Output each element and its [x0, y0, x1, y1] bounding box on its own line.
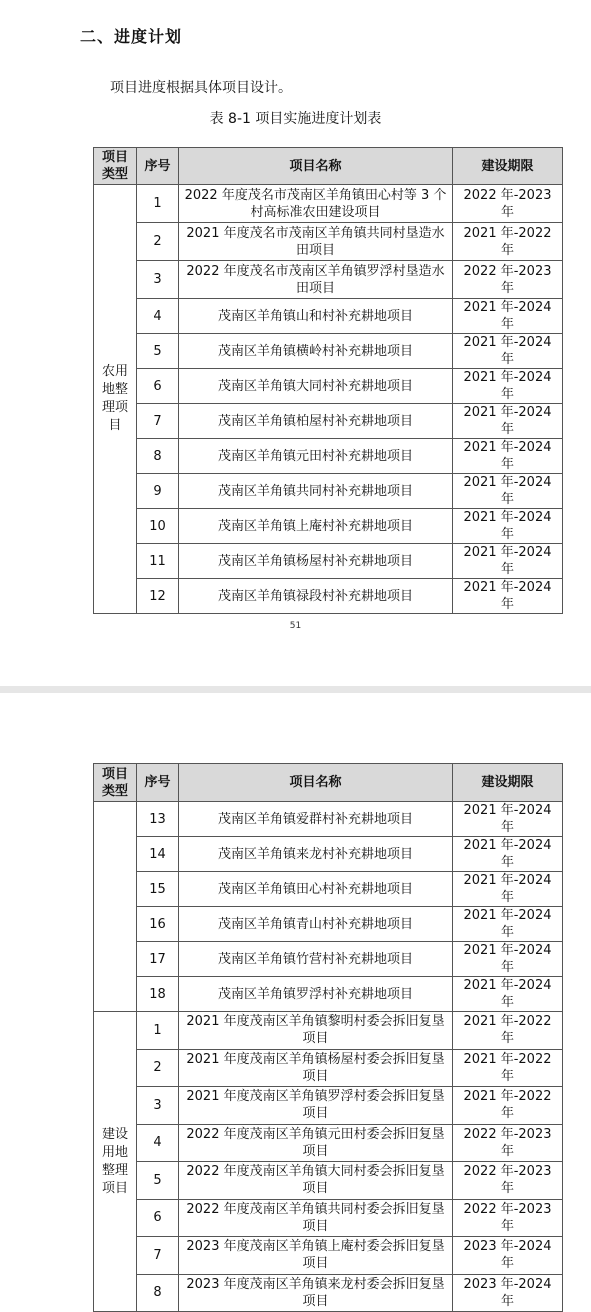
row-seq-cell: 3: [137, 1087, 179, 1125]
row-seq-cell: 6: [137, 369, 179, 404]
header-type: 项目类型: [94, 148, 137, 185]
table-row: [94, 907, 563, 942]
row-name-cell: 茂南区羊角镇山和村补充耕地项目: [179, 299, 453, 334]
row-name-cell: 茂南区羊角镇青山村补充耕地项目: [179, 907, 453, 942]
row-name-cell: 2021 年度茂南区羊角镇杨屋村委会拆旧复垦项目: [179, 1049, 453, 1087]
row-seq-cell: 8: [137, 439, 179, 474]
row-period-cell: 2021 年-2024 年: [453, 474, 563, 509]
row-period-cell: 2021 年-2024 年: [453, 404, 563, 439]
row-name-cell: 2022 年度茂名市茂南区羊角镇罗浮村垦造水田项目: [179, 261, 453, 299]
row-seq-cell: 9: [137, 474, 179, 509]
table-row: [94, 509, 563, 544]
row-seq-cell: 6: [137, 1199, 179, 1237]
table-body: [94, 802, 563, 1312]
header-name: 项目名称: [179, 148, 453, 185]
row-period-cell: 2023 年-2024 年: [453, 1237, 563, 1275]
row-period-cell: 2021 年-2024 年: [453, 369, 563, 404]
row-seq-cell: 15: [137, 872, 179, 907]
row-period-cell: 2021 年-2024 年: [453, 942, 563, 977]
row-period-cell: 2021 年-2022 年: [453, 1012, 563, 1050]
table-caption: 表 8-1 项目实施进度计划表: [209, 111, 382, 127]
row-period-cell: 2022 年-2023 年: [453, 261, 563, 299]
row-seq-cell: 1: [137, 1012, 179, 1050]
table-row: [94, 942, 563, 977]
table-row: [94, 404, 563, 439]
table-row: [94, 1274, 563, 1312]
table-body: [94, 185, 563, 614]
header-seq: 序号: [137, 148, 179, 185]
row-period-cell: 2022 年-2023 年: [453, 185, 563, 223]
row-name-cell: 2021 年度茂南区羊角镇罗浮村委会拆旧复垦项目: [179, 1087, 453, 1125]
row-seq-cell: 11: [137, 544, 179, 579]
row-name-cell: 2021 年度茂南区羊角镇黎明村委会拆旧复垦项目: [179, 1012, 453, 1050]
row-seq-cell: 7: [137, 1237, 179, 1275]
row-seq-cell: 13: [137, 802, 179, 837]
row-period-cell: 2022 年-2023 年: [453, 1162, 563, 1200]
table-row: [94, 1237, 563, 1275]
header-type: 项目类型: [94, 764, 137, 802]
row-seq-cell: 10: [137, 509, 179, 544]
row-seq-cell: 18: [137, 977, 179, 1012]
row-period-cell: 2021 年-2024 年: [453, 334, 563, 369]
table-row: [94, 1162, 563, 1200]
row-seq-cell: 17: [137, 942, 179, 977]
row-name-cell: 2022 年度茂名市茂南区羊角镇田心村等 3 个村高标准农田建设项目: [179, 185, 453, 223]
table-row: [94, 872, 563, 907]
table-row: [94, 261, 563, 299]
row-name-cell: 2022 年度茂南区羊角镇大同村委会拆旧复垦项目: [179, 1162, 453, 1200]
document-page-52: [0, 693, 591, 1309]
page-number: 51: [289, 621, 302, 631]
row-name-cell: 茂南区羊角镇柏屋村补充耕地项目: [179, 404, 453, 439]
row-period-cell: 2021 年-2024 年: [453, 907, 563, 942]
row-period-cell: 2021 年-2022 年: [453, 1049, 563, 1087]
row-name-cell: 茂南区羊角镇田心村补充耕地项目: [179, 872, 453, 907]
row-period-cell: 2021 年-2024 年: [453, 977, 563, 1012]
row-seq-cell: 2: [137, 1049, 179, 1087]
table-row: [94, 369, 563, 404]
row-period-cell: 2021 年-2024 年: [453, 837, 563, 872]
table-row: [94, 1049, 563, 1087]
project-type-cell: 建设用地整理项目: [94, 1012, 137, 1312]
table-row: [94, 439, 563, 474]
row-name-cell: 茂南区羊角镇横岭村补充耕地项目: [179, 334, 453, 369]
schedule-table-part2: [93, 763, 563, 1312]
row-seq-cell: 1: [137, 185, 179, 223]
row-period-cell: 2021 年-2022 年: [453, 223, 563, 261]
header-name: 项目名称: [179, 764, 453, 802]
row-seq-cell: 8: [137, 1274, 179, 1312]
table-row: [94, 544, 563, 579]
row-name-cell: 2023 年度茂南区羊角镇上庵村委会拆旧复垦项目: [179, 1237, 453, 1275]
table-row: [94, 1199, 563, 1237]
row-name-cell: 茂南区羊角镇共同村补充耕地项目: [179, 474, 453, 509]
row-period-cell: 2021 年-2024 年: [453, 439, 563, 474]
header-seq: 序号: [137, 764, 179, 802]
row-seq-cell: 3: [137, 261, 179, 299]
row-name-cell: 茂南区羊角镇杨屋村补充耕地项目: [179, 544, 453, 579]
row-seq-cell: 14: [137, 837, 179, 872]
row-period-cell: 2021 年-2024 年: [453, 544, 563, 579]
table-row: [94, 1124, 563, 1162]
row-name-cell: 茂南区羊角镇竹营村补充耕地项目: [179, 942, 453, 977]
table-row: [94, 299, 563, 334]
row-period-cell: 2021 年-2024 年: [453, 579, 563, 614]
table-row: [94, 474, 563, 509]
row-period-cell: 2022 年-2023 年: [453, 1199, 563, 1237]
table-row: [94, 334, 563, 369]
row-name-cell: 茂南区羊角镇大同村补充耕地项目: [179, 369, 453, 404]
table-row: [94, 1012, 563, 1050]
row-period-cell: 2021 年-2024 年: [453, 299, 563, 334]
row-seq-cell: 4: [137, 299, 179, 334]
project-type-cell: 农用地整理项目: [94, 185, 137, 614]
table-row: [94, 837, 563, 872]
table-row: [94, 223, 563, 261]
table-row: [94, 802, 563, 837]
row-period-cell: 2022 年-2023 年: [453, 1124, 563, 1162]
table-header-row: [94, 148, 563, 185]
schedule-table-part1: [93, 147, 563, 614]
row-name-cell: 茂南区羊角镇禄段村补充耕地项目: [179, 579, 453, 614]
header-period: 建设期限: [453, 148, 563, 185]
row-seq-cell: 4: [137, 1124, 179, 1162]
intro-paragraph: 项目进度根据具体项目设计。: [110, 80, 292, 96]
table-row: [94, 185, 563, 223]
row-name-cell: 茂南区羊角镇来龙村补充耕地项目: [179, 837, 453, 872]
row-name-cell: 茂南区羊角镇元田村补充耕地项目: [179, 439, 453, 474]
row-seq-cell: 16: [137, 907, 179, 942]
row-period-cell: 2021 年-2024 年: [453, 872, 563, 907]
table-header-row: [94, 764, 563, 802]
table-row: [94, 1087, 563, 1125]
row-name-cell: 2023 年度茂南区羊角镇来龙村委会拆旧复垦项目: [179, 1274, 453, 1312]
project-type-cell: [94, 802, 137, 1012]
row-period-cell: 2021 年-2024 年: [453, 509, 563, 544]
row-period-cell: 2023 年-2024 年: [453, 1274, 563, 1312]
page-separator: [0, 686, 591, 693]
table-row: [94, 977, 563, 1012]
row-name-cell: 2022 年度茂南区羊角镇共同村委会拆旧复垦项目: [179, 1199, 453, 1237]
table-row: [94, 579, 563, 614]
row-seq-cell: 7: [137, 404, 179, 439]
row-seq-cell: 5: [137, 334, 179, 369]
section-heading: 二、进度计划: [80, 27, 183, 46]
row-name-cell: 2021 年度茂名市茂南区羊角镇共同村垦造水田项目: [179, 223, 453, 261]
row-name-cell: 茂南区羊角镇上庵村补充耕地项目: [179, 509, 453, 544]
row-period-cell: 2021 年-2022 年: [453, 1087, 563, 1125]
row-seq-cell: 5: [137, 1162, 179, 1200]
row-name-cell: 茂南区羊角镇罗浮村补充耕地项目: [179, 977, 453, 1012]
row-period-cell: 2021 年-2024 年: [453, 802, 563, 837]
row-seq-cell: 12: [137, 579, 179, 614]
row-name-cell: 2022 年度茂南区羊角镇元田村委会拆旧复垦项目: [179, 1124, 453, 1162]
row-seq-cell: 2: [137, 223, 179, 261]
row-name-cell: 茂南区羊角镇爱群村补充耕地项目: [179, 802, 453, 837]
header-period: 建设期限: [453, 764, 563, 802]
